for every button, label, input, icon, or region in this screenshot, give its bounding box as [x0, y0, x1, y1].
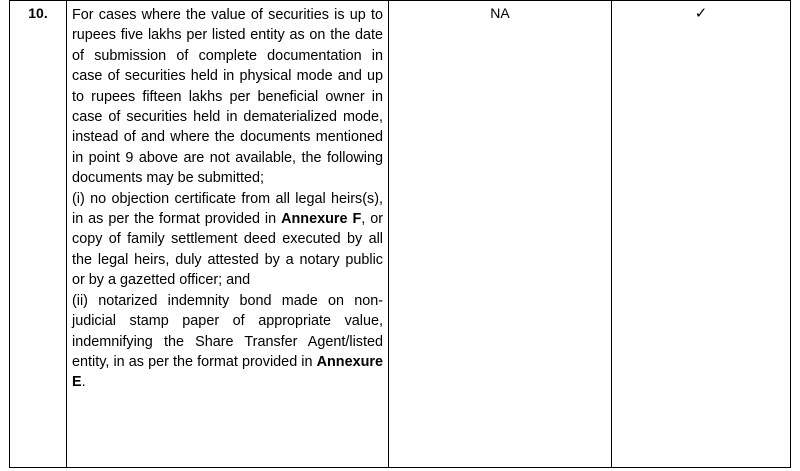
na-cell	[389, 1, 612, 468]
annexure-e-reference: Annexure E	[72, 353, 383, 391]
table-row	[10, 1, 791, 468]
document-table	[9, 0, 791, 468]
description-item-2: (ii) notarized indemnity bond made on non-judicial stamp paper of appropriate value, indemnifying the Share Transfer Agent/listed entity, in as per the format provided in Annexure E.	[72, 292, 383, 391]
row-number-cell	[10, 1, 67, 468]
check-mark-icon: ✓	[694, 5, 708, 22]
description-cell	[67, 1, 389, 468]
annexure-f-reference: Annexure F	[281, 211, 362, 228]
description-item-1: (i) no objection certificate from all legal heirs(s), in as per the format provided in Annexure F, or copy of family settlement deed executed by all the legal heirs, duly attested by a notary public or by a gazetted officer; and	[72, 190, 383, 289]
row-number: 10.	[28, 5, 48, 21]
tick-cell	[612, 1, 791, 468]
na-value: NA	[490, 5, 510, 21]
description-intro: For cases where the value of securities is up to rupees five lakhs per listed entity as on the date of submission of complete documentation in case of securities held in physical mode and up to rupees fifteen lakhs per beneficial owner in case of securities held in dematerialized mode, instead of and where the documents mentioned in point 9 above are not available, the following documents may be submitted;	[72, 7, 383, 187]
